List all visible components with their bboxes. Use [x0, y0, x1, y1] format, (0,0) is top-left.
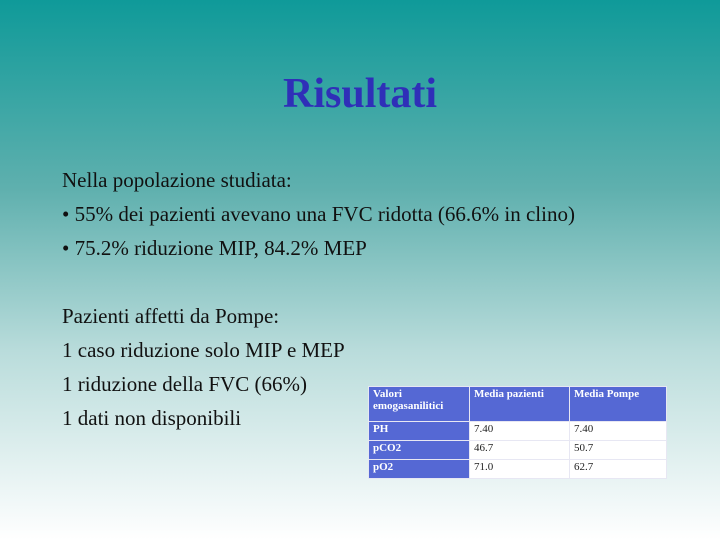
slide-title: Risultati	[282, 71, 437, 117]
table-cell: pO2	[369, 460, 470, 479]
table-header-cell: Valori emogasanilitici	[369, 387, 470, 422]
table-row	[369, 460, 667, 479]
table-header-row	[369, 387, 667, 422]
table-row	[369, 441, 667, 460]
body-bullet: • 75.2% riduzione MIP, 84.2% MEP	[62, 236, 367, 260]
table-cell: 7.40	[570, 422, 667, 441]
table-row	[369, 422, 667, 441]
body-line: Nella popolazione studiata:	[62, 168, 292, 192]
body-line: Pazienti affetti da Pompe:	[62, 304, 280, 328]
table-cell: 46.7	[470, 441, 570, 460]
table-header-cell: Media pazienti	[470, 387, 570, 422]
table-cell: 62.7	[570, 460, 667, 479]
table-cell: pCO2	[369, 441, 470, 460]
table-cell: 71.0	[470, 460, 570, 479]
table-cell: 7.40	[470, 422, 570, 441]
body-bullet: • 55% dei pazienti avevano una FVC ridotta (66.6% in clino)	[62, 202, 575, 226]
body-line: 1 dati non disponibili	[62, 406, 242, 430]
table-cell: 50.7	[570, 441, 667, 460]
table-header-cell: Media Pompe	[570, 387, 667, 422]
body-line: 1 riduzione della FVC (66%)	[62, 372, 307, 396]
blood-gas-table	[368, 386, 667, 479]
table-cell: PH	[369, 422, 470, 441]
body-line: 1 caso riduzione solo MIP e MEP	[62, 338, 345, 362]
